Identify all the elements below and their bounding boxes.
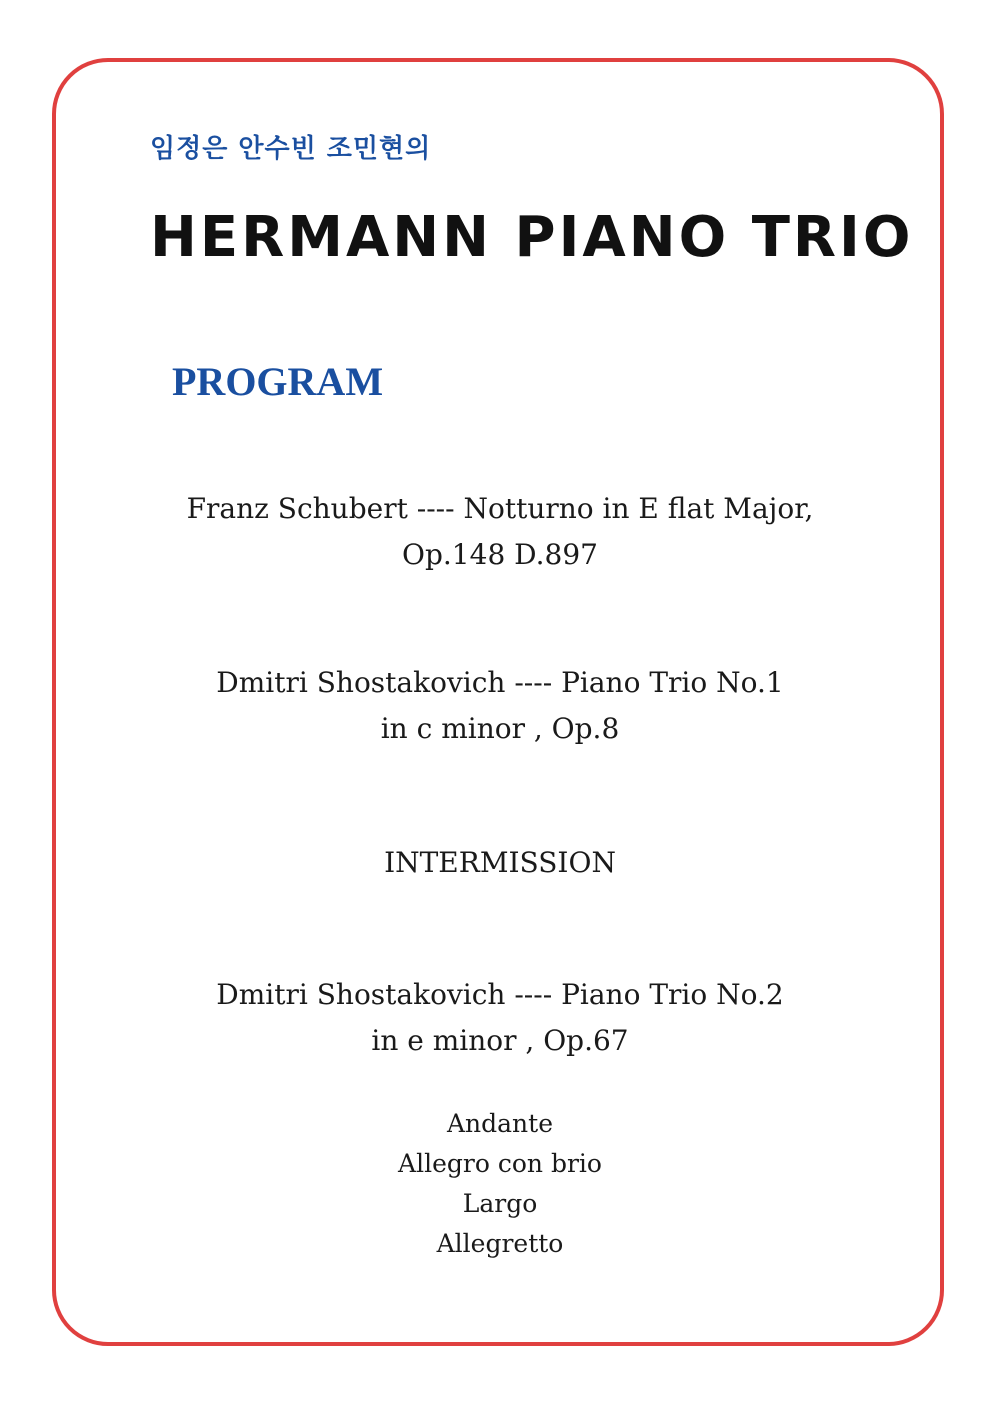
piece-opus: Op.148 D.897 xyxy=(402,538,598,571)
movement-item: Largo xyxy=(462,1189,538,1218)
piece-opus: in c minor , Op.8 xyxy=(380,712,620,745)
piece-composer-work: Dmitri Shostakovich ---- Piano Trio No.2 xyxy=(216,978,784,1011)
concert-title: HERMANN PIANO TRIO xyxy=(150,205,914,270)
program-piece-shostakovich-trio-2 xyxy=(100,972,900,1064)
movement-item: Allegretto xyxy=(436,1229,564,1258)
piece-composer-work: Franz Schubert ---- Notturno in E flat Major, xyxy=(186,492,814,525)
piece-composer-work: Dmitri Shostakovich ---- Piano Trio No.1 xyxy=(216,666,784,699)
intermission-label: INTERMISSION xyxy=(384,846,616,879)
ensemble-members: 임정은 안수빈 조민현의 xyxy=(150,134,432,164)
program-piece-shostakovich-trio-1 xyxy=(100,660,900,752)
movement-item: Andante xyxy=(446,1109,553,1138)
piece-opus: in e minor , Op.67 xyxy=(371,1024,629,1057)
program-piece-schubert xyxy=(100,486,900,578)
movement-item: Allegro con brio xyxy=(398,1149,602,1178)
movement-list xyxy=(300,1104,700,1264)
program-heading: PROGRAM xyxy=(172,359,384,404)
